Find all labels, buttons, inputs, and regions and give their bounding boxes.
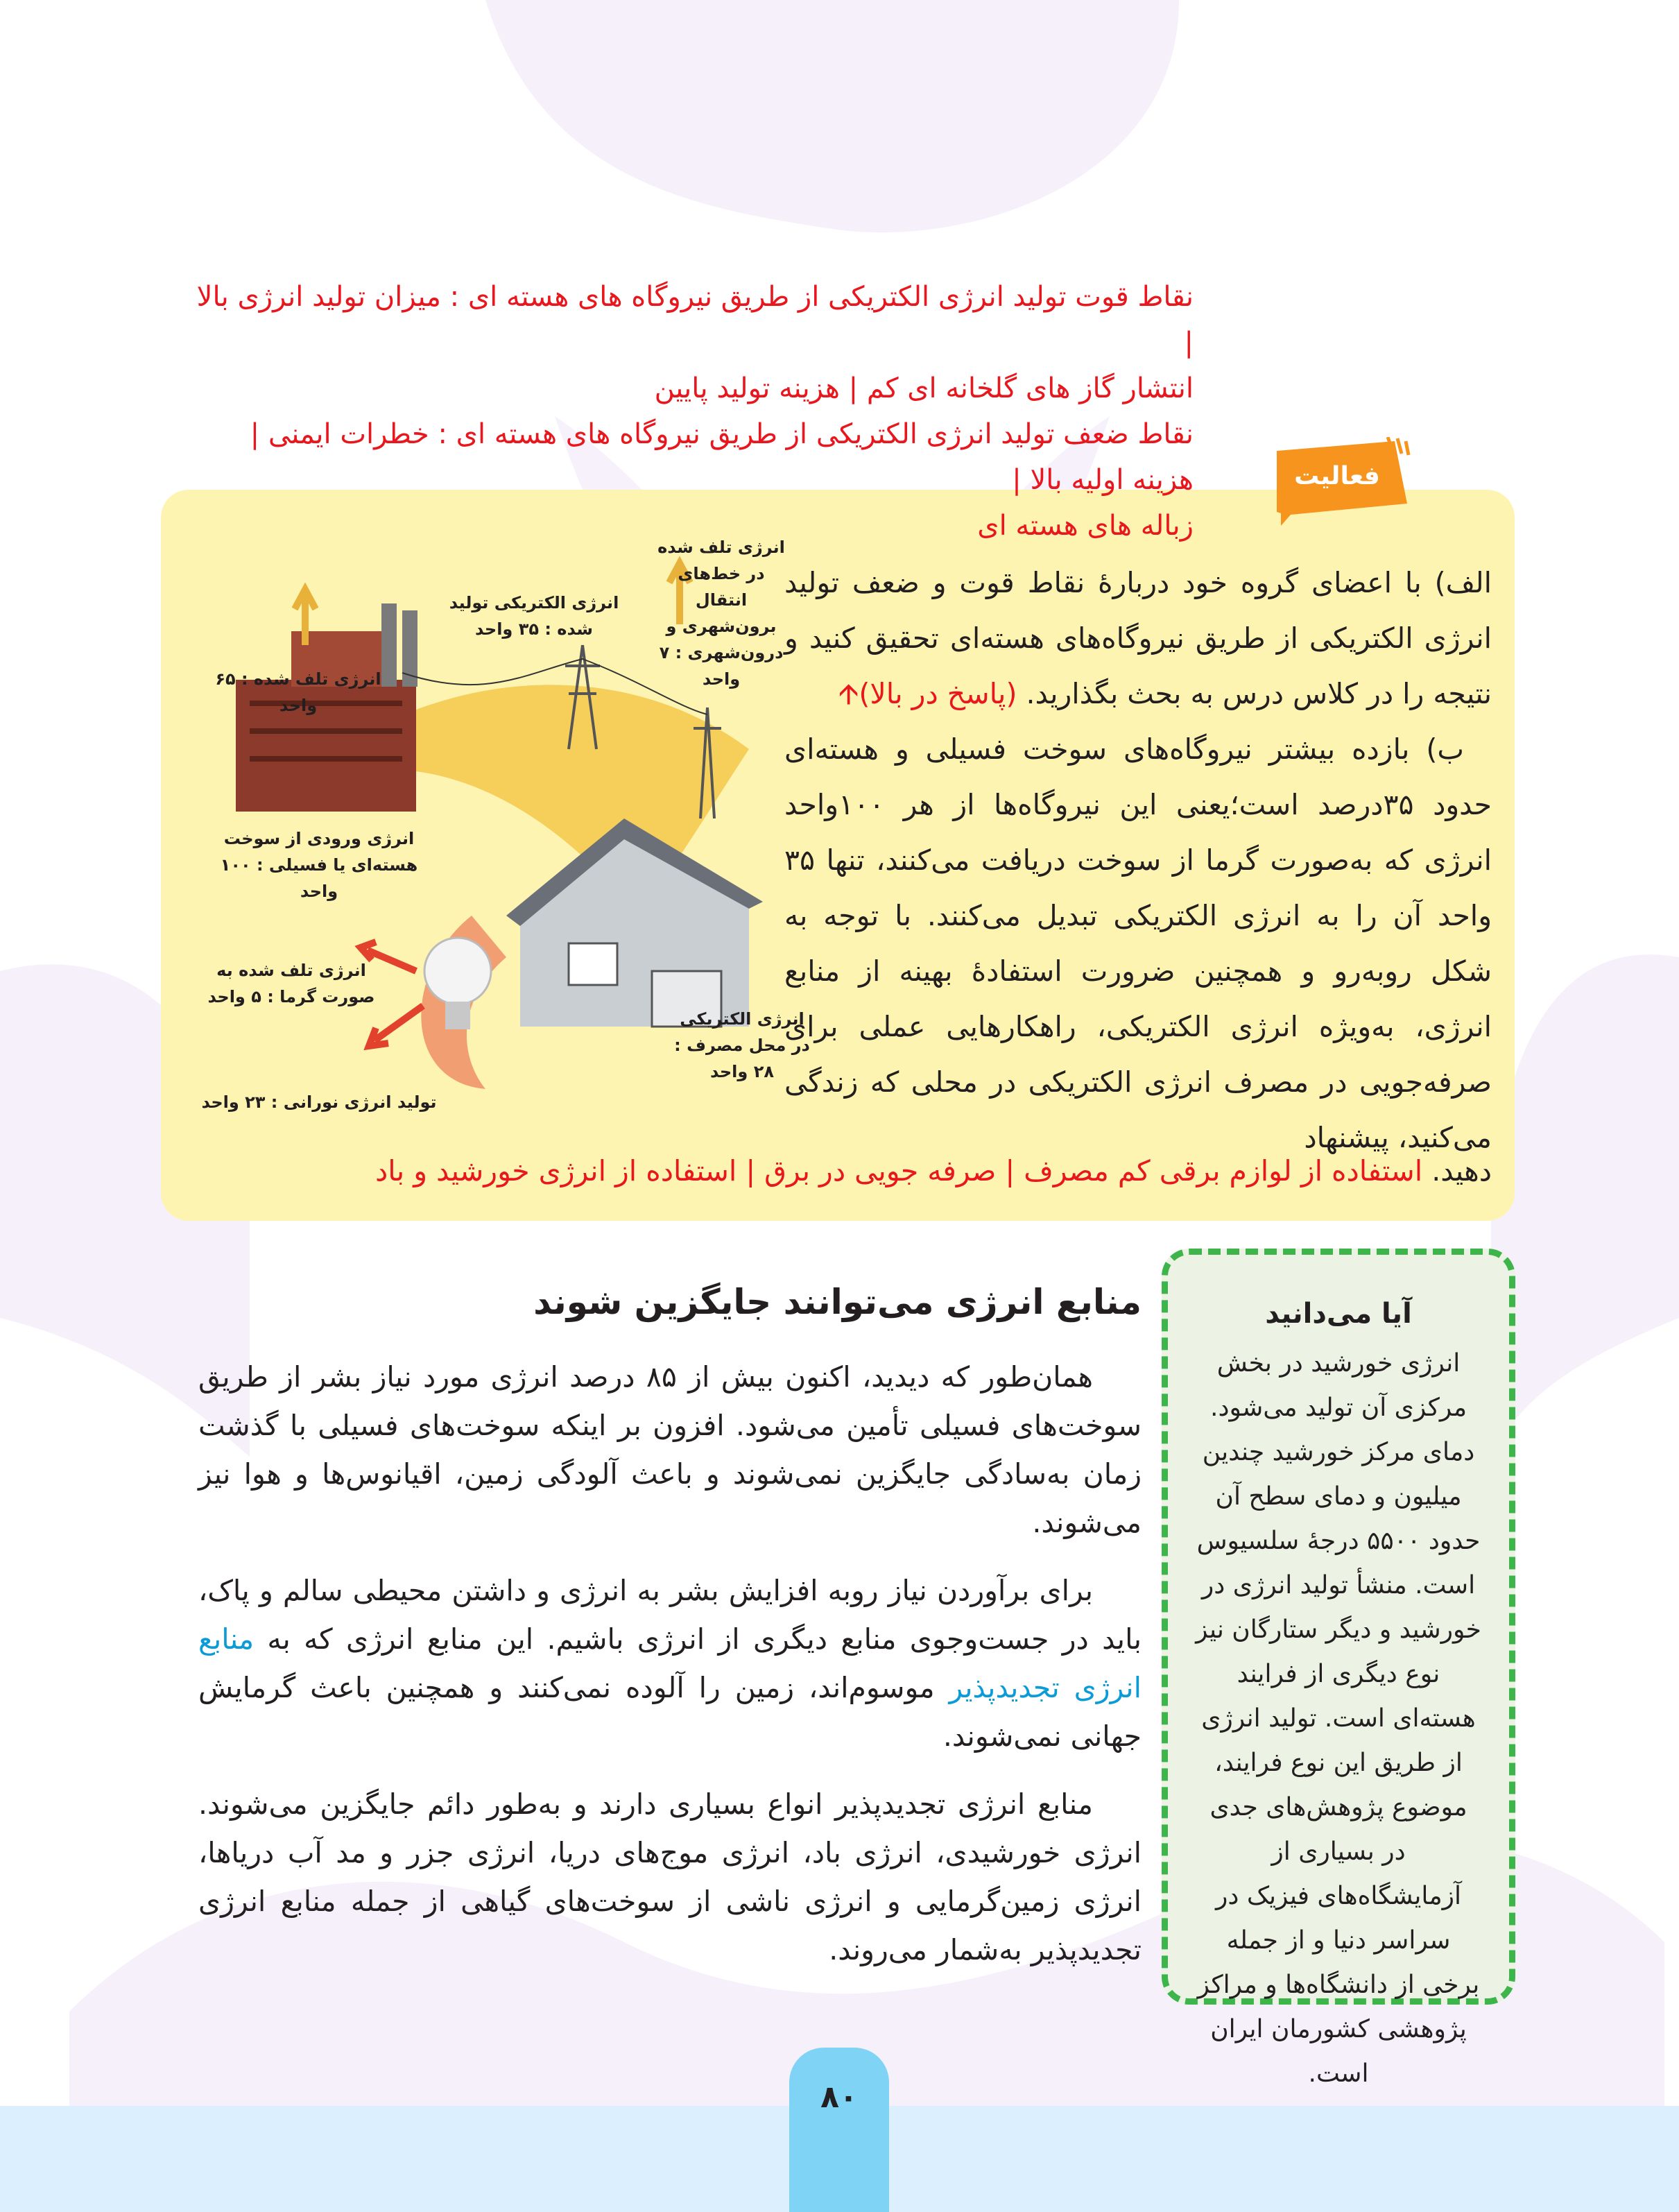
section-title: منابع انرژی می‌توانند جایگزین شوند (533, 1282, 1142, 1322)
energy-flow-illustration (194, 527, 832, 1151)
caption-input-energy: انرژی ورودی از سوخت هسته‌ای یا فسیلی : ۱۰۰ واحد (220, 829, 418, 901)
caption-transmission-loss: انرژی تلف شده در خط‌های انتقال برون‌شهری و درون‌شهری : ۷ واحد (657, 538, 785, 689)
paragraph-text: موسوم‌اند، زمین را آلوده نمی‌کنند و همچنین باعث گرمایش جهانی نمی‌شوند. (198, 1671, 1142, 1753)
activity-badge (1249, 437, 1415, 527)
paragraph (198, 1566, 1142, 1760)
page-number: ۸۰ (820, 2080, 858, 2115)
activity-part-b-answer: استفاده از لوازم برقی کم مصرف | صرفه جویی در برق | استفاده از انرژی خورشید و باد (375, 1154, 1423, 1188)
answer-note-line: نقاط قوت تولید انرژی الکتریکی از طریق نیروگاه های هسته ای : میزان تولید انرژی بالا | (196, 281, 1194, 359)
activity-part-a-text: الف) با اعضای گروه خود دربارۀ نقاط قوت و ضعف تولید انرژی الکتریکی از طریق نیروگاه‌های هسته‌ای تحقیق کنید و نتیجه را در کلاس درس به بحث بگذارید. (784, 566, 1492, 710)
caption-consumption: انرژی الکتریکی در محل مصرف : ۲۸ واحد (674, 1009, 810, 1081)
renewable-term: منابع انرژی تجدیدپذیر (198, 1622, 1142, 1704)
activity-part-b: ب) بازده بیشتر نیروگاه‌های سوخت فسیلی و هسته‌ای حدود ۳۵درصد است؛یعنی این نیروگاه‌ها از هر ۱۰۰واحد انرژی که به‌صورت گرما از سوخت دریافت می‌کنند، تنها ۳۵ واحد آن را به انرژی الکتریکی تبدیل می‌کنند. با توجه به شکل روبه‌رو و همچنین ضرورت استفادۀ بهینه از منابع انرژی، به‌ویژه انرژی الکتریکی، راهکارهایی عملی برای صرفه‌جویی در مصرف انرژی الکتریکی در محلی که زندگی می‌کنید، پیشنهاد (784, 732, 1492, 1154)
activity-part-a (784, 555, 1492, 721)
caption-light-energy: تولید انرژی نورانی : ۲۳ واحد (201, 1092, 437, 1112)
paragraph-text: برای برآوردن نیاز روبه افزایش بشر به انرژی و داشتن محیطی سالم و پاک، باید در جست‌وجوی منابع دیگری از انرژی باشیم. این منابع انرژی که به (198, 1574, 1142, 1656)
up-arrow-icon: 🡩 (838, 677, 859, 710)
caption-electric-produced: انرژی الکتریکی تولید شده : ۳۵ واحد (449, 593, 619, 639)
caption-heat-loss: انرژی تلف شده به صورت گرما : ۵ واحد (207, 961, 375, 1006)
paragraph: همان‌طور که دیدید، اکنون بیش از ۸۵ درصد انرژی مورد نیاز بشر از طریق سوخت‌های فسیلی تأمین می‌شود. افزون بر اینکه سوخت‌های فسیلی با گذشت زمان به‌سادگی جایگزین نمی‌شوند و باعث آلودگی زمین، اقیانوس‌ها و هوا نیز می‌شوند. (198, 1360, 1142, 1539)
did-you-know-body: انرژی خورشید در بخش مرکزی آن تولید می‌شود. دمای مرکز خورشید چندین میلیون و دمای سطح آن حدود ۵۵۰۰ درجۀ سلسیوس است. منشأ تولید انرژی در خورشید و دیگر ستارگان نیز نوع دیگری از فرایند هسته‌ای است. تولید انرژی از طریق این نوع فرایند، موضوع پژوهش‌های جدی در بسیاری از آزمایشگاه‌های فیزیک در سراسر دنیا و از جمله برخی از دانشگاه‌ها و مراکز پژوهشی کشورمان ایران است. (1196, 1349, 1481, 2088)
answer-note-line: انتشار گاز های گلخانه ای کم | هزینه تولید پایین (654, 372, 1194, 404)
did-you-know-box (1162, 1249, 1515, 2088)
paragraph: منابع انرژی تجدیدپذیر انواع بسیاری دارند و به‌طور دائم جایگزین می‌شوند. انرژی خورشیدی، انرژی باد، انرژی موج‌های دریا، انرژی جزر و مد آب دریاها، انرژی زمین‌گرمایی و انرژی ناشی از سوخت‌های گیاهی از جمله منابع انرژی تجدیدپذیر به‌شمار می‌روند. (198, 1787, 1142, 1966)
page-number-tab (789, 2048, 889, 2212)
activity-text (784, 555, 1492, 1165)
answer-notes (188, 274, 1194, 549)
answer-note-line: نقاط ضعف تولید انرژی الکتریکی از طریق نیروگاه های هسته ای : خطرات ایمنی | هزینه اولیه بالا | (250, 418, 1194, 496)
answer-note-line: زباله های هسته ای (977, 510, 1194, 542)
did-you-know-title: آیا می‌دانید (1265, 1298, 1412, 1330)
caption-plant-loss: انرژی تلف شده : ۶۵ واحد (215, 669, 381, 715)
activity-part-b-end: دهید. (1431, 1154, 1492, 1188)
activity-part-a-answer: (پاسخ در بالا) (859, 677, 1017, 710)
section-body (198, 1353, 1142, 1994)
activity-badge-label: فعالیت (1294, 462, 1380, 490)
